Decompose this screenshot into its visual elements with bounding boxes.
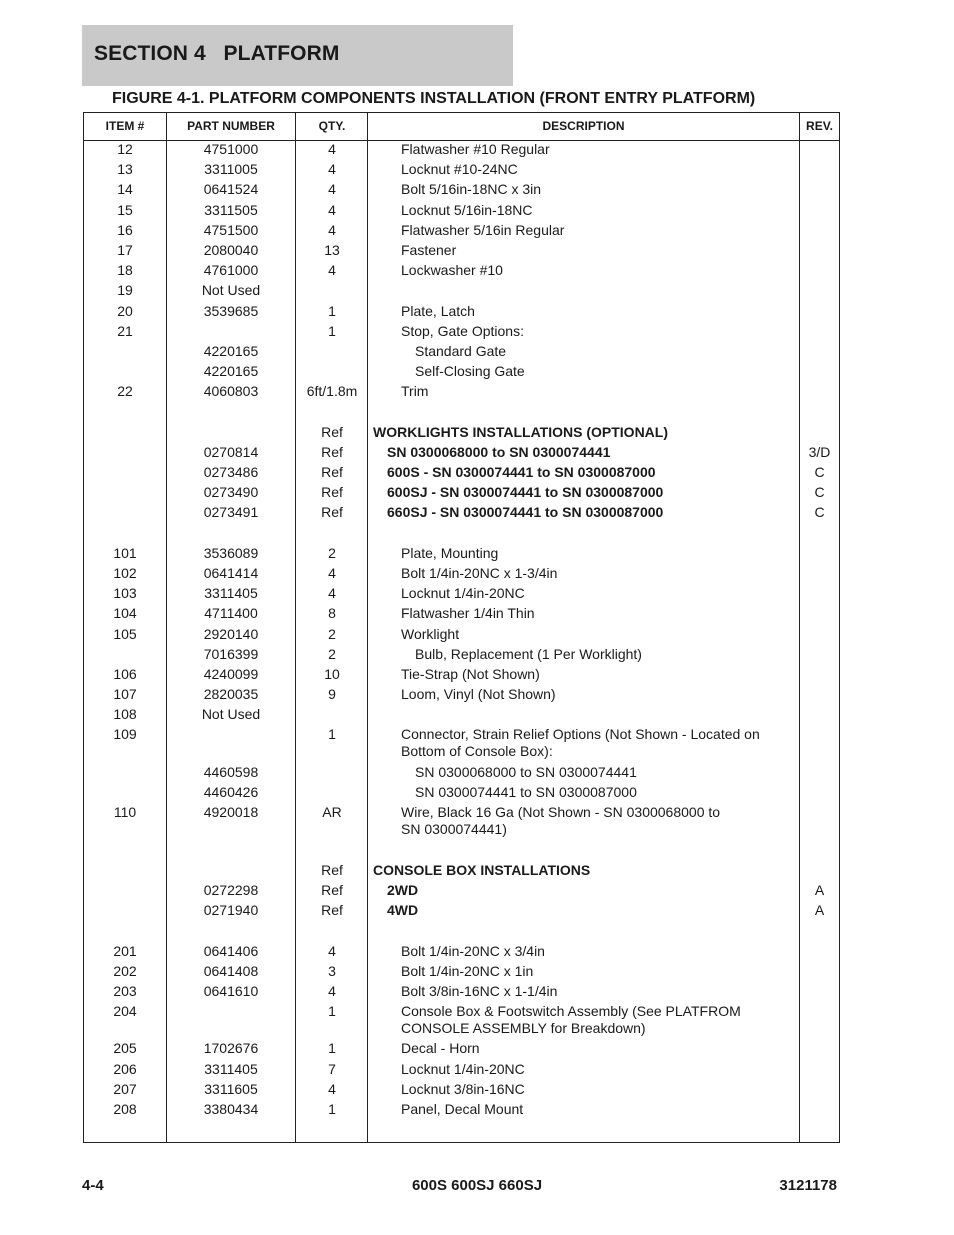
header-description: DESCRIPTION — [542, 119, 625, 133]
table-row — [84, 585, 839, 605]
quantity: 13 — [324, 241, 340, 258]
table-row — [84, 922, 839, 942]
description-text: SN 0300074441 to SN 0300087000 — [415, 784, 637, 801]
table-row — [84, 882, 839, 902]
quantity: 4 — [328, 161, 336, 178]
table-row — [84, 363, 839, 383]
part-number: 3311505 — [204, 201, 258, 218]
description — [368, 585, 799, 602]
part-number: 0270814 — [203, 443, 259, 460]
table-row — [84, 464, 839, 484]
table-row — [84, 784, 839, 804]
revision: C — [814, 484, 825, 501]
quantity: 1 — [328, 1040, 336, 1057]
part-number: 2820035 — [203, 686, 259, 703]
table-row — [84, 1040, 839, 1060]
item-number: 207 — [113, 1080, 137, 1097]
description-text: Plate, Latch — [401, 302, 475, 319]
revision: A — [814, 881, 825, 898]
part-number: 0273491 — [203, 504, 259, 521]
quantity: Ref — [321, 902, 343, 919]
table-row — [84, 983, 839, 1003]
description — [368, 565, 799, 582]
description — [368, 363, 799, 380]
table-row — [84, 504, 839, 524]
quantity: 6ft/1.8m — [306, 383, 358, 400]
part-number: 0271940 — [203, 902, 259, 919]
part-number: 1702676 — [203, 1040, 259, 1057]
figure-title: FIGURE 4-1. PLATFORM COMPONENTS INSTALLATION (FRONT ENTRY PLATFORM) — [112, 90, 756, 107]
description — [368, 383, 799, 400]
description-text: Locknut 5/16in-18NC — [401, 201, 533, 218]
table-row — [84, 666, 839, 686]
table-row — [84, 842, 839, 862]
revision: C — [814, 504, 825, 521]
description-text: Worklight — [401, 625, 460, 642]
quantity: 4 — [328, 982, 336, 999]
part-number: 4460598 — [203, 763, 259, 780]
description — [368, 862, 799, 879]
quantity: 1 — [328, 322, 336, 339]
description — [368, 424, 799, 441]
description — [368, 444, 799, 461]
item-number: 17 — [117, 241, 133, 258]
table-row — [84, 303, 839, 323]
description-text: Plate, Mounting — [401, 544, 499, 561]
item-number: 203 — [113, 982, 137, 999]
description — [368, 464, 799, 481]
item-number: 101 — [113, 544, 137, 561]
description — [368, 943, 799, 960]
page-number: 4-4 — [82, 1177, 104, 1194]
description — [368, 484, 799, 501]
table-row — [84, 282, 839, 302]
table-row — [84, 323, 839, 343]
part-number: 4240099 — [203, 665, 259, 682]
item-number: 20 — [117, 302, 133, 319]
section-banner — [82, 25, 513, 86]
table-body — [84, 141, 839, 1121]
document-number: 3121178 — [779, 1177, 837, 1194]
quantity: 4 — [328, 221, 336, 238]
item-number: 204 — [113, 1003, 137, 1020]
part-number: 3311405 — [204, 1060, 258, 1077]
description — [368, 161, 799, 178]
description-text: WORKLIGHTS INSTALLATIONS (OPTIONAL) — [373, 423, 669, 440]
part-number: 0641414 — [203, 564, 259, 581]
description — [368, 983, 799, 1000]
description-text-continued: Bottom of Console Box): — [401, 743, 553, 760]
model-list: 600S 600SJ 660SJ — [411, 1177, 543, 1194]
part-number: 0641610 — [203, 982, 259, 999]
description-text: Connector, Strain Relief Options (Not Shown - Located on — [401, 726, 760, 743]
table-row — [84, 1101, 839, 1121]
table-row — [84, 161, 839, 181]
parts-table — [83, 112, 840, 1143]
item-number: 14 — [117, 181, 133, 198]
description-text: 600SJ - SN 0300074441 to SN 0300087000 — [387, 484, 664, 501]
table-header-row — [84, 113, 839, 141]
description-text: Panel, Decal Mount — [401, 1101, 524, 1118]
item-number: 205 — [113, 1040, 137, 1057]
part-number: 3311005 — [204, 161, 258, 178]
description — [368, 242, 799, 259]
description — [368, 202, 799, 219]
description — [368, 666, 799, 683]
part-number: 4751000 — [203, 141, 259, 157]
description — [368, 262, 799, 279]
part-number: 4060803 — [203, 383, 259, 400]
description — [368, 1003, 799, 1037]
description — [368, 784, 799, 801]
description — [368, 323, 799, 340]
description-text: Fastener — [401, 241, 457, 258]
quantity: Ref — [321, 861, 343, 878]
table-row — [84, 222, 839, 242]
item-number: 106 — [113, 665, 137, 682]
description-text-continued: CONSOLE ASSEMBLY for Breakdown) — [401, 1020, 646, 1037]
quantity: 3 — [328, 962, 336, 979]
table-row — [84, 202, 839, 222]
description-text: Console Box & Footswitch Assembly (See PLATFROM — [401, 1003, 741, 1020]
part-number: 3311605 — [204, 1080, 258, 1097]
description — [368, 686, 799, 703]
part-number: 0641406 — [203, 942, 259, 959]
quantity: Ref — [321, 504, 343, 521]
description — [368, 1101, 799, 1118]
description — [368, 181, 799, 198]
table-row — [84, 646, 839, 666]
description — [368, 804, 799, 838]
description-text: 2WD — [387, 881, 419, 898]
description-text: Flatwasher #10 Regular — [401, 141, 550, 157]
quantity: Ref — [321, 464, 343, 480]
description-text: Locknut 1/4in-20NC — [401, 1060, 525, 1077]
part-number: 4751500 — [203, 221, 259, 238]
revision: 3/D — [808, 443, 831, 460]
table-row — [84, 424, 839, 444]
table-row — [84, 1003, 839, 1040]
table-row — [84, 686, 839, 706]
quantity: 4 — [328, 1080, 336, 1097]
table-row — [84, 383, 839, 403]
description — [368, 882, 799, 899]
description-text: Bulb, Replacement (1 Per Worklight) — [415, 645, 642, 662]
description-text-continued: SN 0300074441) — [401, 821, 507, 838]
description-text: Bolt 1/4in-20NC x 1-3/4in — [401, 564, 558, 581]
table-row — [84, 525, 839, 545]
part-number: Not Used — [201, 282, 261, 299]
table-row — [84, 963, 839, 983]
description — [368, 726, 799, 760]
table-row — [84, 403, 839, 423]
table-row — [84, 565, 839, 585]
item-number: 110 — [113, 804, 137, 821]
part-number: Not Used — [201, 706, 261, 723]
item-number: 13 — [117, 161, 133, 178]
part-number: 3380434 — [203, 1101, 259, 1118]
description-text: Bolt 3/8in-16NC x 1-1/4in — [401, 982, 558, 999]
quantity: Ref — [321, 443, 343, 460]
quantity: 9 — [328, 686, 336, 703]
description-text: Bolt 5/16in-18NC x 3in — [401, 181, 542, 198]
part-number: 2920140 — [203, 625, 259, 642]
part-number: 7016399 — [203, 645, 259, 662]
part-number: 0273490 — [203, 484, 259, 501]
description-text: Tie-Strap (Not Shown) — [401, 665, 540, 682]
item-number: 202 — [113, 962, 137, 979]
table-row — [84, 902, 839, 922]
description-text: Decal - Horn — [401, 1040, 480, 1057]
description — [368, 141, 799, 158]
quantity: 1 — [328, 726, 336, 743]
description-text: Locknut 3/8in-16NC — [401, 1080, 525, 1097]
description-text: Lockwasher #10 — [401, 262, 503, 279]
table-row — [84, 484, 839, 504]
part-number: 0272298 — [203, 881, 259, 898]
table-row — [84, 1081, 839, 1101]
description-text: CONSOLE BOX INSTALLATIONS — [373, 861, 591, 878]
description — [368, 222, 799, 239]
table-row — [84, 804, 839, 841]
description — [368, 626, 799, 643]
quantity: 1 — [328, 302, 336, 319]
item-number: 208 — [113, 1101, 137, 1118]
item-number: 15 — [117, 201, 133, 218]
description — [368, 303, 799, 320]
part-number: 0641408 — [203, 962, 259, 979]
section-title: SECTION 4 PLATFORM — [94, 42, 340, 65]
description-text: 4WD — [387, 902, 419, 919]
description-text: Bolt 1/4in-20NC x 3/4in — [401, 942, 545, 959]
header-part-number: PART NUMBER — [187, 119, 275, 133]
description-text: Flatwasher 1/4in Thin — [401, 605, 535, 622]
table-row — [84, 862, 839, 882]
quantity: 7 — [328, 1060, 336, 1077]
description — [368, 902, 799, 919]
quantity: 2 — [328, 645, 336, 662]
quantity: Ref — [321, 484, 343, 501]
part-number: 3536089 — [203, 544, 259, 561]
table-row — [84, 141, 839, 161]
description-text: Loom, Vinyl (Not Shown) — [401, 686, 556, 703]
description — [368, 1081, 799, 1098]
quantity: 4 — [328, 181, 336, 198]
revision: C — [814, 464, 825, 480]
quantity: 4 — [328, 262, 336, 279]
part-number: 3539685 — [203, 302, 259, 319]
description-text: Locknut #10-24NC — [401, 161, 518, 178]
table-row — [84, 343, 839, 363]
item-number: 107 — [113, 686, 137, 703]
quantity: 1 — [328, 1003, 336, 1020]
table-row — [84, 605, 839, 625]
description — [368, 1040, 799, 1057]
item-number: 16 — [117, 221, 133, 238]
table-row — [84, 764, 839, 784]
part-number: 4220165 — [203, 342, 259, 359]
description-text: Locknut 1/4in-20NC — [401, 585, 525, 602]
quantity: 4 — [328, 564, 336, 581]
header-rev: REV. — [806, 119, 833, 133]
quantity: Ref — [321, 423, 343, 440]
part-number: 4920018 — [203, 804, 259, 821]
part-number: 0273486 — [203, 464, 259, 480]
table-row — [84, 726, 839, 763]
description — [368, 963, 799, 980]
part-number: 4761000 — [203, 262, 259, 279]
description-text: Stop, Gate Options: — [401, 322, 524, 339]
quantity: Ref — [321, 881, 343, 898]
item-number: 201 — [113, 942, 137, 959]
item-number: 102 — [113, 564, 137, 581]
description-text: 660SJ - SN 0300074441 to SN 0300087000 — [387, 504, 664, 521]
table-row — [84, 181, 839, 201]
description — [368, 343, 799, 360]
quantity: 2 — [328, 625, 336, 642]
header-qty: QTY. — [318, 119, 346, 133]
description — [368, 545, 799, 562]
description-text: Trim — [401, 383, 429, 400]
description — [368, 646, 799, 663]
table-row — [84, 242, 839, 262]
description-text: SN 0300068000 to SN 0300074441 — [415, 763, 637, 780]
quantity: AR — [322, 804, 342, 821]
table-row — [84, 545, 839, 565]
table-row — [84, 943, 839, 963]
item-number: 12 — [117, 141, 133, 157]
description — [368, 764, 799, 781]
item-number: 105 — [113, 625, 137, 642]
item-number: 206 — [113, 1060, 137, 1077]
part-number: 2080040 — [203, 241, 259, 258]
description-text: Standard Gate — [415, 342, 507, 359]
description-text: Self-Closing Gate — [415, 363, 525, 380]
description — [368, 1061, 799, 1078]
item-number: 104 — [113, 605, 137, 622]
description-text: Flatwasher 5/16in Regular — [401, 221, 565, 238]
item-number: 19 — [117, 282, 133, 299]
part-number: 0641524 — [203, 181, 259, 198]
description — [368, 605, 799, 622]
header-item: ITEM # — [105, 119, 145, 133]
table-row — [84, 262, 839, 282]
description-text: SN 0300068000 to SN 0300074441 — [387, 443, 611, 460]
table-row — [84, 706, 839, 726]
description-text: Wire, Black 16 Ga (Not Shown - SN 0300068000 to — [401, 804, 721, 821]
item-number: 108 — [113, 706, 137, 723]
part-number: 4460426 — [203, 784, 259, 801]
description — [368, 504, 799, 521]
item-number: 21 — [117, 322, 133, 339]
quantity: 4 — [328, 141, 336, 157]
part-number: 4711400 — [204, 605, 258, 622]
item-number: 109 — [113, 726, 137, 743]
quantity: 4 — [328, 585, 336, 602]
quantity: 10 — [324, 665, 340, 682]
item-number: 18 — [117, 262, 133, 279]
quantity: 4 — [328, 201, 336, 218]
item-number: 22 — [117, 383, 133, 400]
quantity: 4 — [328, 942, 336, 959]
table-row — [84, 626, 839, 646]
table-row — [84, 444, 839, 464]
part-number: 3311405 — [204, 585, 258, 602]
quantity: 8 — [328, 605, 336, 622]
part-number: 4220165 — [203, 363, 259, 380]
item-number: 103 — [113, 585, 137, 602]
table-row — [84, 1061, 839, 1081]
quantity: 2 — [328, 544, 336, 561]
description-text: Bolt 1/4in-20NC x 1in — [401, 962, 534, 979]
quantity: 1 — [328, 1101, 336, 1118]
description-text: 600S - SN 0300074441 to SN 0300087000 — [387, 464, 656, 480]
revision: A — [814, 902, 825, 919]
